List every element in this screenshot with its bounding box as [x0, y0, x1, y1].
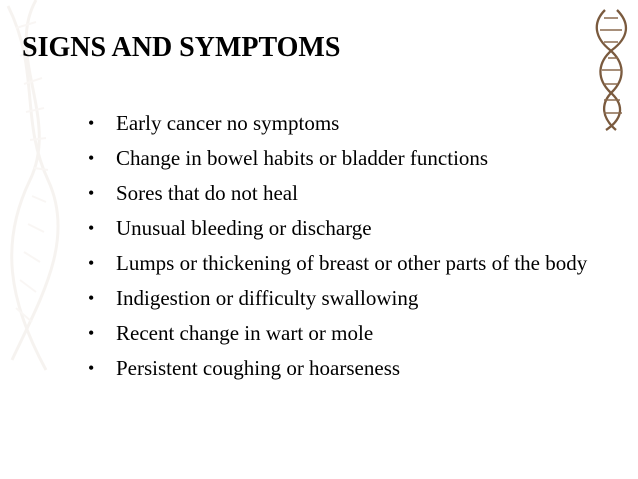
bullet-marker: •: [88, 218, 95, 238]
list-item: [86, 214, 606, 243]
list-item: [86, 284, 606, 313]
list-item: [86, 109, 606, 138]
list-item: [86, 319, 606, 348]
list-item-text: Change in bowel habits or bladder functions: [116, 146, 489, 170]
list-item-text: Early cancer no symptoms: [116, 111, 340, 135]
list-item-text: Sores that do not heal: [116, 181, 298, 205]
list-item: [86, 354, 606, 383]
bullet-marker: •: [88, 253, 95, 273]
bullet-list: [86, 109, 606, 389]
list-item: [86, 179, 606, 208]
list-item-text: Indigestion or difficulty swallowing: [116, 286, 419, 310]
list-item-text: Persistent coughing or hoarseness: [116, 356, 401, 380]
list-item-text: Lumps or thickening of breast or other parts of the body: [116, 251, 588, 275]
list-item: [86, 249, 606, 278]
bullet-marker: •: [88, 183, 95, 203]
list-item-text: Recent change in wart or mole: [116, 321, 374, 345]
bullet-marker: •: [88, 358, 95, 378]
bullet-marker: •: [88, 148, 95, 168]
list-item-text: Unusual bleeding or discharge: [116, 216, 372, 240]
bullet-marker: •: [88, 288, 95, 308]
page-title: SIGNS AND SYMPTOMS: [22, 32, 341, 63]
bullet-marker: •: [88, 323, 95, 343]
list-item: [86, 144, 606, 173]
bullet-marker: •: [88, 113, 95, 133]
